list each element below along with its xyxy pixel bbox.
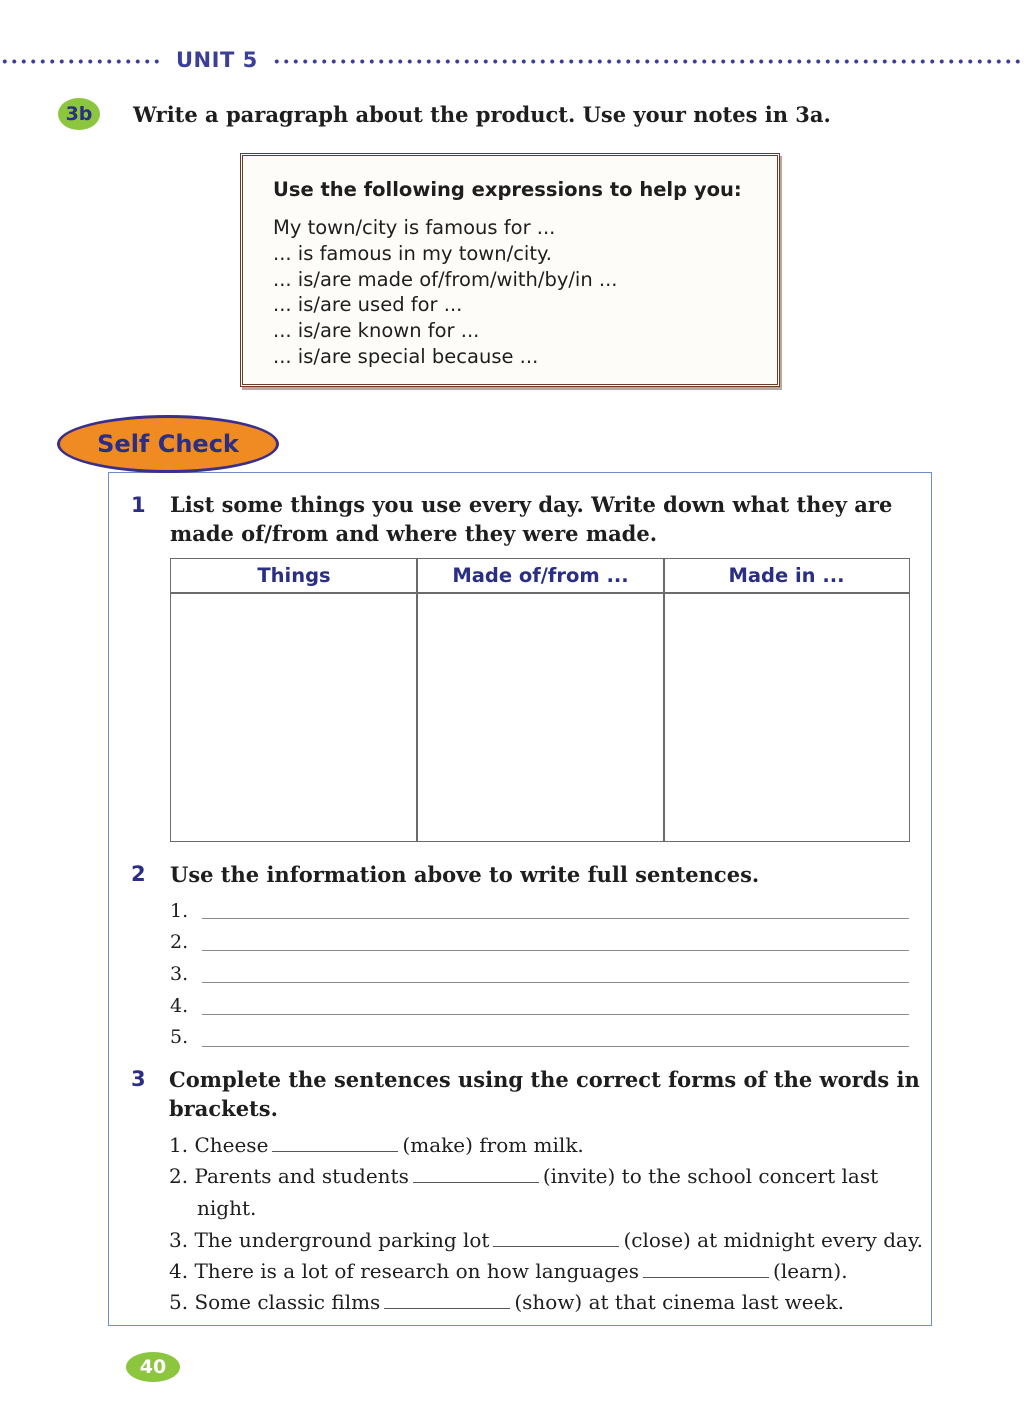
sentence-line-label: 5. xyxy=(170,1026,189,1048)
table-divider xyxy=(663,559,665,841)
column-header-made-in: Made in ... xyxy=(728,564,845,587)
sentence-write-line[interactable] xyxy=(202,982,909,983)
answer-blank[interactable] xyxy=(493,1232,619,1247)
sentence-end: (invite) to the school concert last xyxy=(542,1164,879,1188)
sentence-line-label: 2. xyxy=(170,931,189,953)
answer-blank[interactable] xyxy=(643,1263,769,1278)
sentence-number: 5. xyxy=(169,1290,189,1314)
things-cell[interactable] xyxy=(173,595,414,839)
column-header-things: Things xyxy=(257,564,331,587)
exercise-1-instruction-line2: made of/from and where they were made. xyxy=(170,521,658,546)
sentence-number: 1. xyxy=(169,1133,189,1157)
table-divider xyxy=(416,559,418,841)
sentence-end: (learn). xyxy=(773,1259,848,1283)
expression-line: ... is famous in my town/city. xyxy=(273,242,552,265)
page-number: 40 xyxy=(126,1352,180,1382)
sentence-start: The underground parking lot xyxy=(194,1228,490,1252)
made-of-cell[interactable] xyxy=(420,595,661,839)
exercise-1-instruction-line1: List some things you use every day. Write down what they are xyxy=(170,492,893,517)
answer-blank[interactable] xyxy=(384,1294,510,1309)
gap-sentence xyxy=(169,1290,844,1314)
sentence-end: (make) from milk. xyxy=(402,1133,584,1157)
expression-line: My town/city is famous for ... xyxy=(273,216,556,239)
sentence-line-label: 4. xyxy=(170,995,189,1017)
expression-line: ... is/are made of/from/with/by/in ... xyxy=(273,268,618,291)
sentence-start: Parents and students xyxy=(194,1164,409,1188)
sentence-number: 3. xyxy=(169,1228,189,1252)
gap-sentence xyxy=(169,1228,923,1252)
sentence-end: (close) at midnight every day. xyxy=(623,1228,923,1252)
exercise-2-instruction: Use the information above to write full sentences. xyxy=(170,862,760,887)
gap-sentence xyxy=(169,1259,848,1283)
exercise-3-number: 3 xyxy=(131,1067,146,1091)
exercise-3b-badge: 3b xyxy=(58,98,100,130)
sentence-number: 4. xyxy=(169,1259,189,1283)
made-in-cell[interactable] xyxy=(667,595,907,839)
answer-blank[interactable] xyxy=(413,1168,539,1183)
expressions-box-title: Use the following expressions to help you: xyxy=(273,178,742,201)
exercise-3b-instruction: Write a paragraph about the product. Use your notes in 3a. xyxy=(133,102,831,127)
header-dots-left xyxy=(0,59,160,64)
sentence-continuation: night. xyxy=(197,1196,257,1220)
sentence-write-line[interactable] xyxy=(202,1046,909,1047)
exercise-2-number: 2 xyxy=(131,862,146,886)
expression-line: ... is/are known for ... xyxy=(273,319,480,342)
expression-line: ... is/are special because ... xyxy=(273,345,539,368)
expression-line: ... is/are used for ... xyxy=(273,293,463,316)
sentence-start: There is a lot of research on how languages xyxy=(194,1259,640,1283)
sentence-write-line[interactable] xyxy=(202,950,909,951)
sentence-end: (show) at that cinema last week. xyxy=(514,1290,844,1314)
exercise-3-instruction-line2: brackets. xyxy=(169,1096,278,1121)
exercise-3-instruction-line1: Complete the sentences using the correct forms of the words in xyxy=(169,1067,920,1092)
gap-sentence xyxy=(169,1133,584,1157)
answer-blank[interactable] xyxy=(272,1137,398,1152)
sentence-write-line[interactable] xyxy=(202,918,909,919)
column-header-made-of: Made of/from ... xyxy=(452,564,629,587)
sentence-write-line[interactable] xyxy=(202,1014,909,1015)
things-table xyxy=(170,558,910,842)
table-header-divider xyxy=(171,592,909,594)
sentence-line-label: 3. xyxy=(170,963,189,985)
sentence-number: 2. xyxy=(169,1164,189,1188)
sentence-start: Some classic films xyxy=(194,1290,381,1314)
exercise-1-number: 1 xyxy=(131,493,146,517)
unit-title: UNIT 5 xyxy=(176,48,258,72)
header-dots-right xyxy=(272,59,1024,64)
self-check-badge: Self Check xyxy=(57,415,279,473)
gap-sentence xyxy=(169,1164,878,1188)
sentence-line-label: 1. xyxy=(170,900,189,922)
sentence-start: Cheese xyxy=(194,1133,269,1157)
expressions-box xyxy=(240,153,780,387)
